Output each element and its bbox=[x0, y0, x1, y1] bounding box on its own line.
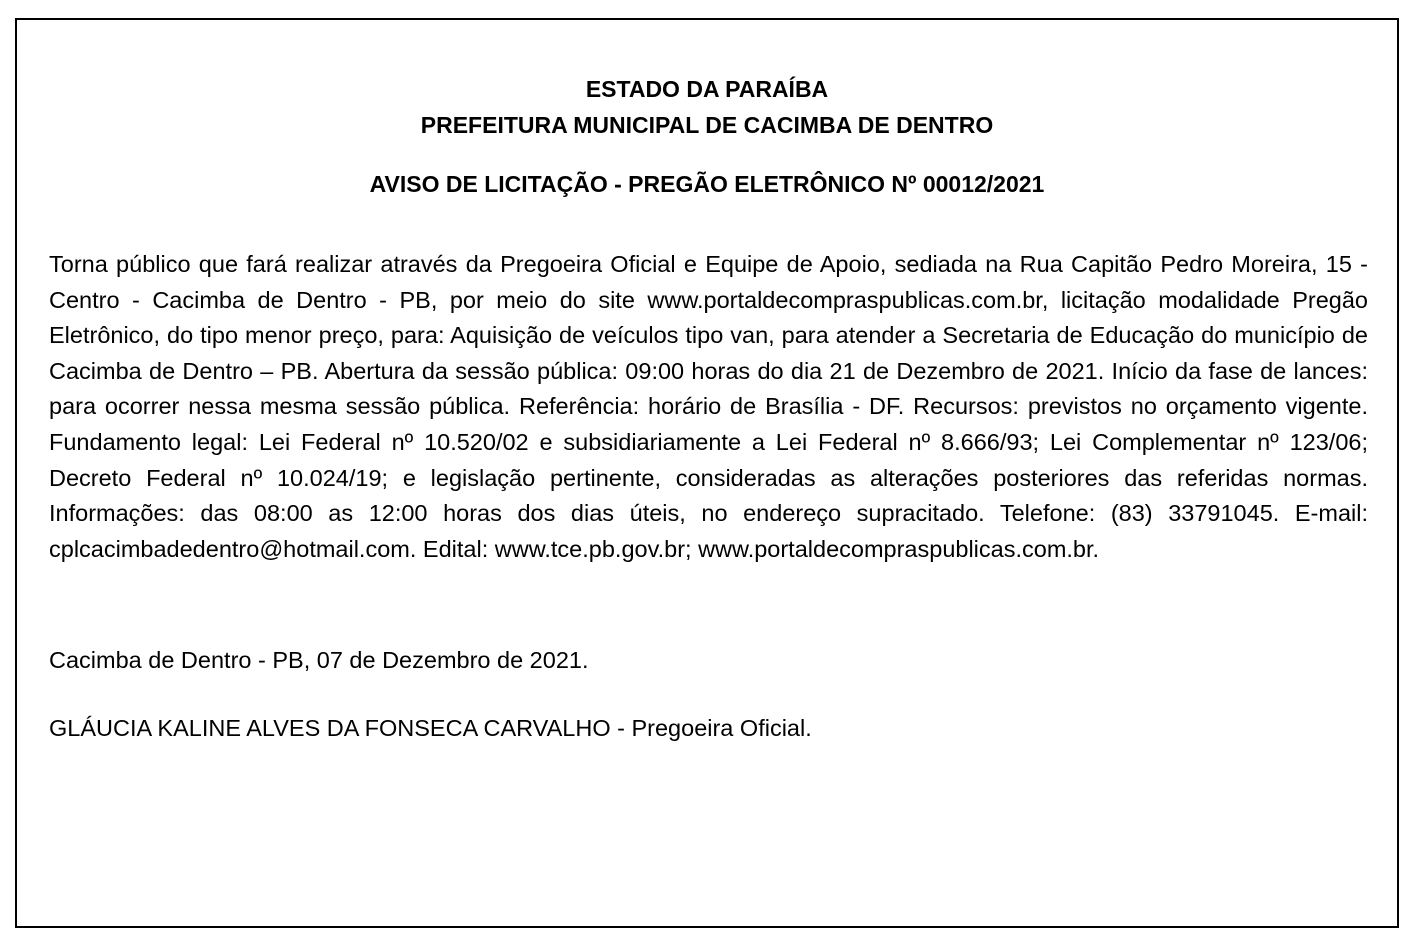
notice-header bbox=[17, 71, 1397, 143]
notice-date: Cacimba de Dentro - PB, 07 de Dezembro de 2021. bbox=[49, 647, 589, 673]
notice-title: AVISO DE LICITAÇÃO - PREGÃO ELETRÔNICO Nº 00012/2021 bbox=[369, 171, 1045, 197]
notice-frame bbox=[15, 18, 1399, 928]
notice-signature: GLÁUCIA KALINE ALVES DA FONSECA CARVALHO - Pregoeira Oficial. bbox=[49, 715, 812, 741]
municipality-name: PREFEITURA MUNICIPAL DE CACIMBA DE DENTRO bbox=[420, 112, 994, 138]
state-name: ESTADO DA PARAÍBA bbox=[585, 76, 829, 102]
notice-body: Torna público que fará realizar através da Pregoeira Oficial e Equipe de Apoio, sediada na Rua Capitão Pedro Moreira, 15 - Centro - Cacimba de Dentro - PB, por meio do site www.portaldecompraspublicas.com.br, licitação modalidade Pregão Eletrônico, do tipo menor preço, para: Aquisição de veículos tipo van, para atender a Secretaria de Educação do município de Cacimba de Dentro – PB. Abertura da sessão pública: 09:00 horas do dia 21 de Dezembro de 2021. Início da fase de lances: para ocorrer nessa mesma sessão pública. Referência: horário de Brasília - DF. Recursos: previstos no orçamento vigente. Fundamento legal: Lei Federal nº 10.520/02 e subsidiariamente a Lei Federal nº 8.666/93; Lei Complementar nº 123/06; Decreto Federal nº 10.024/19; e legislação pertinente, consideradas as alterações posteriores das referidas normas. Informações: das 08:00 as 12:00 horas dos dias úteis, no endereço supracitado. Telefone: (83) 33791045. E-mail: cplcacimbadedentro@hotmail.com. Edital: www.tce.pb.gov.br; www.portaldecompraspublicas.com.br. bbox=[49, 251, 1368, 562]
